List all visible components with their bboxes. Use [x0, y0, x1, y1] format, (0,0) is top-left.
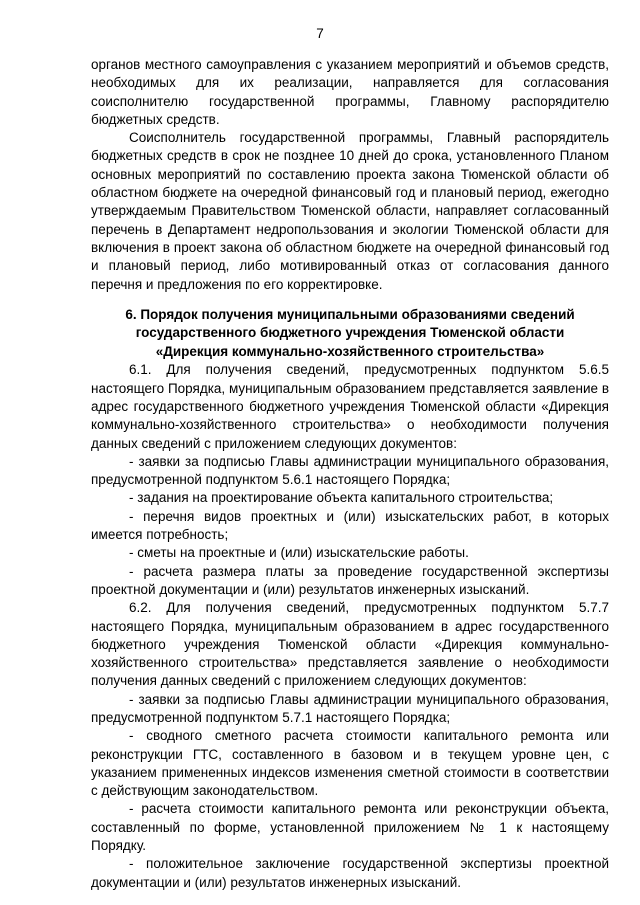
page-number: 7: [316, 26, 324, 41]
section-heading-line-2: государственного бюджетного учреждения Тюменской области: [135, 325, 565, 341]
list-item-6-2: - расчета стоимости капитального ремонта или реконструкции объекта, составленный по форме, установленной приложением № 1 к настоящему Порядку.: [91, 801, 609, 854]
document-body: [91, 56, 609, 892]
paragraph-continuation: органов местного самоуправления с указанием мероприятий и объемов средств, необходимых для их реализации, направляется для согласования соисполнителю государственной программы, Главному распорядителю бюджетных средств.: [91, 57, 609, 127]
section-heading-line-1: 6. Порядок получения муниципальными образованиями сведений: [125, 306, 575, 322]
list-item-6-2: - заявки за подписью Главы администрации муниципального образования, предусмотренной подпунктом 5.7.1 настоящего Порядка;: [91, 691, 609, 725]
list-item-6-1: - заявки за подписью Главы администрации муниципального образования, предусмотренной подпунктом 5.6.1 настоящего Порядка;: [91, 453, 609, 488]
section-heading-6: [91, 306, 609, 362]
list-item-6-2: - сводного сметного расчета стоимости капитального ремонта или реконструкции ГТС, составленного в базовом и в текущем уровне цен, с указанием примененных индексов изменения сметной стоимости в соответствии с действующим законодательством.: [91, 728, 609, 799]
list-item-6-1: - расчета размера платы за проведение государственной экспертизы проектной документации и (или) результатов инженерных изысканий.: [91, 563, 609, 597]
list-item-6-1: - сметы на проектные и (или) изыскательские работы.: [129, 545, 469, 561]
paragraph-6-1: 6.1. Для получения сведений, предусмотренных подпунктом 5.6.5 настоящего Порядка, муниципальным образованием представляется заявление в адрес государственного бюджетного учреждения Тюменской области «Дирекция коммунально-хозяйственного строительства» о необходимости получения данных сведений с приложением следующих документов:: [91, 362, 609, 451]
section-heading-line-3: «Дирекция коммунально-хозяйственного строительства»: [155, 343, 545, 359]
list-item-6-2: - положительное заключение государственной экспертизы проектной документации и (или) результатов инженерных изысканий.: [91, 856, 609, 890]
paragraph-coexecutor: Соисполнитель государственной программы, Главный распорядитель бюджетных средств в срок не позднее 10 дней до срока, установленного Планом основных мероприятий по составлению проекта закона Тюменской области об областном бюджете на очередной финансовый год и плановый период, ежегодно утверждаемым Правительством Тюменской области, направляет согласованный перечень в Департамент недропользования и экологии Тюменской области для включения в проект закона об областном бюджете на очередной финансовый год и плановый период, либо мотивированный отказ от согласования данного перечня и предложения по его корректировке.: [91, 130, 609, 292]
list-item-6-1: - перечня видов проектных и (или) изыскательских работ, в которых имеется потребность;: [91, 508, 609, 543]
list-item-6-1: - задания на проектирование объекта капитального строительства;: [129, 490, 554, 506]
paragraph-6-2: 6.2. Для получения сведений, предусмотренных подпунктом 5.7.7 настоящего Порядка, муниципальным образованием в адрес государственного бюджетного учреждения Тюменской области «Дирекция коммунально-хозяйственного строительства» представляется заявление о необходимости получения данных сведений с приложением следующих документов:: [91, 600, 609, 689]
